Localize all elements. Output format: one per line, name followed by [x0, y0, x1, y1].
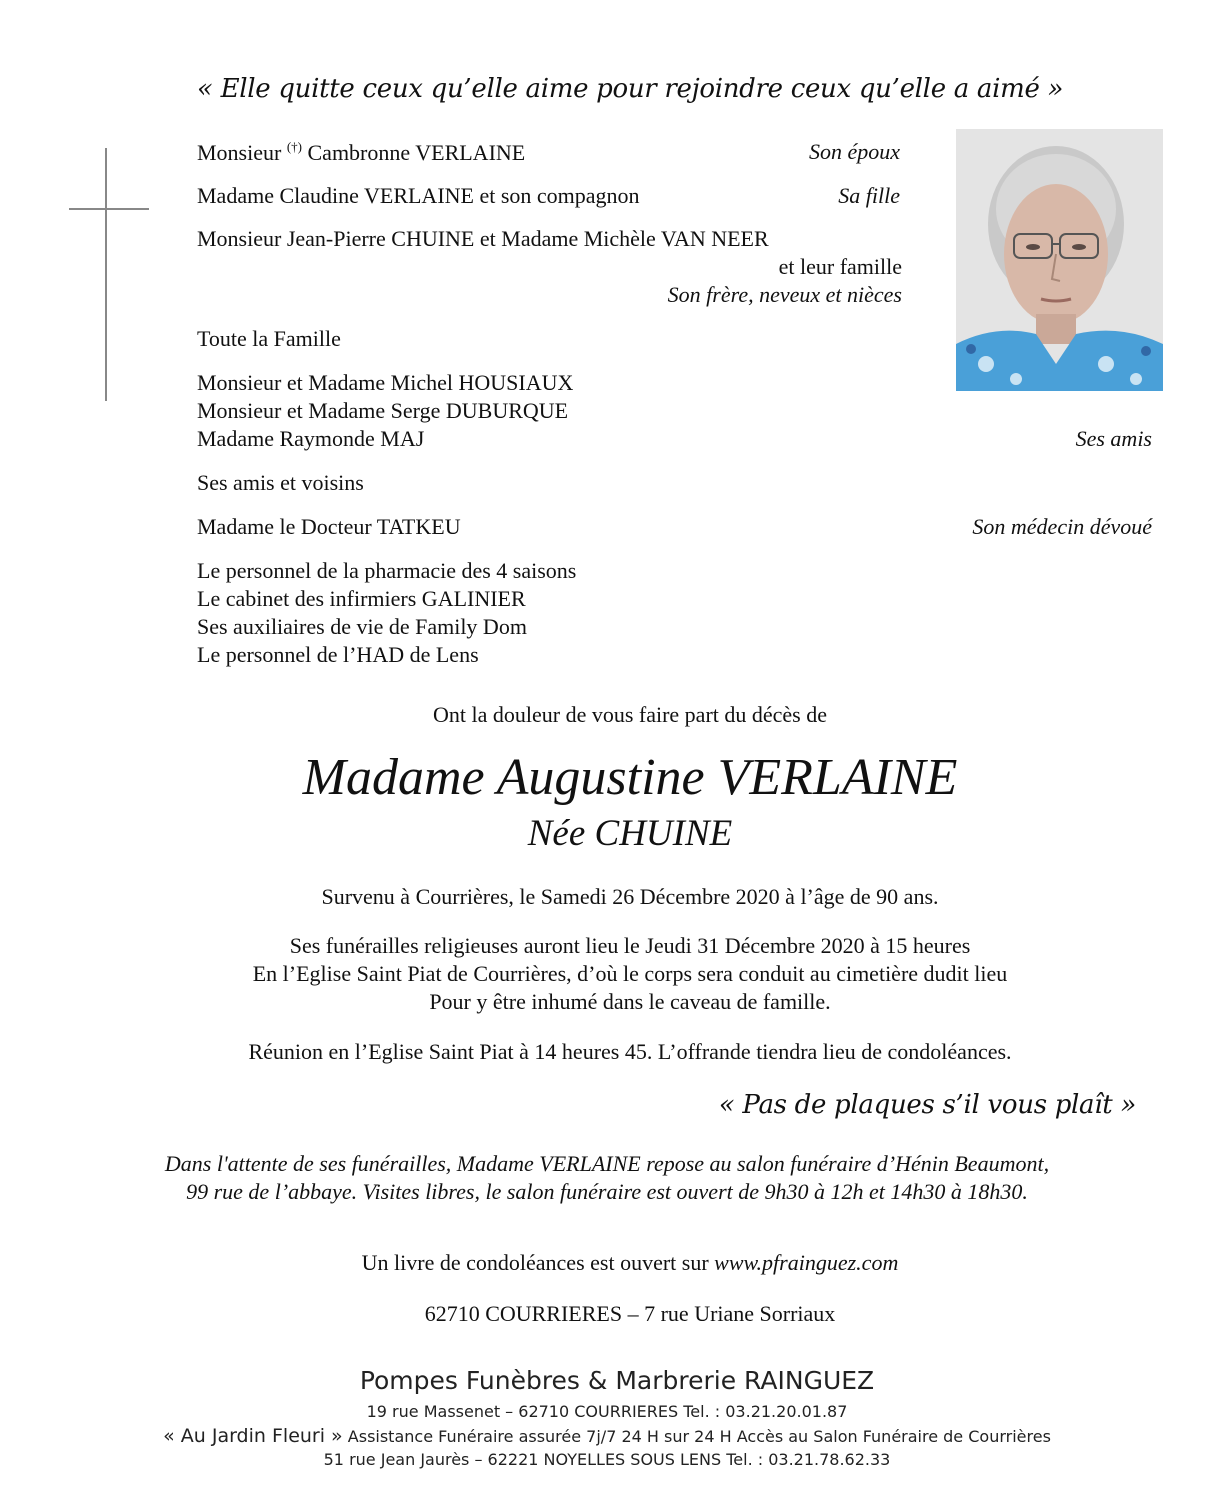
no-plaques: « Pas de plaques s’il vous plaît » [718, 1090, 1136, 1120]
maiden-name: Née CHUINE [527, 813, 733, 854]
caregiver-line: Ses auxiliaires de vie de Family Dom [197, 614, 527, 639]
caregiver-line: Le cabinet des infirmiers GALINIER [197, 586, 526, 611]
deceased-mark: (†) [286, 139, 302, 154]
viewing-line: 99 rue de l’abbaye. Visites libres, le salon funéraire est ouvert de 9h30 à 12h et 14h30 à 18h30. [186, 1179, 1028, 1204]
announcement: Ont la douleur de vous faire part du décès de [432, 702, 828, 727]
condolence-text: Un livre de condoléances est ouvert sur [361, 1250, 709, 1275]
funeral-line: Ses funérailles religieuses auront lieu le Jeudi 31 Décembre 2020 à 15 heures [289, 933, 971, 958]
funeral-line: Pour y être inhumé dans le caveau de famille. [429, 989, 831, 1014]
friends-role: Ses amis [1075, 426, 1152, 451]
epigraph: « Elle quitte ceux qu’elle aime pour rejoindre ceux qu’elle a aimé » [197, 74, 1064, 104]
jardin-label: « Au Jardin Fleuri » [163, 1425, 343, 1447]
brother-line-1: Monsieur Jean-Pierre CHUINE et Madame Michèle VAN NEER [197, 226, 769, 251]
brother-line-2: et leur famille [778, 254, 902, 279]
services-text: Assistance Funéraire assurée 7j/7 24 H sur 24 H Accès au Salon Funéraire de Courrières [347, 1427, 1051, 1446]
whole-family: Toute la Famille [197, 326, 341, 351]
friend-line: Monsieur et Madame Serge DUBURQUE [197, 398, 569, 423]
caregiver-line: Le personnel de l’HAD de Lens [197, 642, 479, 667]
doctor-line: Madame le Docteur TATKEU [197, 514, 461, 539]
daughter-role: Sa fille [838, 183, 900, 208]
services-line [0, 1425, 1214, 1447]
meeting-info: Réunion en l’Eglise Saint Piat à 14 heures 45. L’offrande tiendra lieu de condoléances. [248, 1039, 1012, 1064]
daughter-line: Madame Claudine VERLAINE et son compagnon [197, 183, 640, 208]
husband-role: Son époux [808, 139, 900, 164]
funeral-line: En l’Eglise Saint Piat de Courrières, d’où le corps sera conduit au cimetière dudit lieu [252, 961, 1008, 986]
condolence-line [0, 1250, 1214, 1276]
viewing-line: Dans l'attente de ses funérailles, Madame VERLAINE repose au salon funéraire d’Hénin Beaumont, [164, 1151, 1050, 1176]
second-address: 51 rue Jean Jaurès – 62221 NOYELLES SOUS LENS Tel. : 03.21.78.62.33 [323, 1450, 891, 1469]
friend-line: Monsieur et Madame Michel HOUSIAUX [197, 370, 574, 395]
friends-neighbours: Ses amis et voisins [197, 470, 364, 495]
company-name: Pompes Funèbres & Marbrerie RAINGUEZ [359, 1366, 875, 1395]
condolence-url[interactable]: www.pfrainguez.com [714, 1250, 899, 1275]
caregiver-line: Le personnel de la pharmacie des 4 saisons [197, 558, 577, 583]
address-line: 62710 COURRIERES – 7 rue Uriane Sorriaux [424, 1301, 836, 1326]
brother-role: Son frère, neveux et nièces [667, 282, 902, 307]
friend-line: Madame Raymonde MAJ [197, 426, 425, 451]
husband-name: Cambronne VERLAINE [307, 140, 526, 165]
deceased-name: Madame Augustine VERLAINE [302, 749, 958, 806]
portrait-photo [956, 129, 1163, 391]
doctor-role: Son médecin dévoué [972, 514, 1152, 539]
husband-prefix: Monsieur [197, 140, 282, 165]
death-info: Survenu à Courrières, le Samedi 26 Décembre 2020 à l’âge de 90 ans. [321, 884, 939, 909]
husband-line [197, 139, 525, 166]
company-address: 19 rue Massenet – 62710 COURRIERES Tel. : 03.21.20.01.87 [366, 1402, 848, 1421]
